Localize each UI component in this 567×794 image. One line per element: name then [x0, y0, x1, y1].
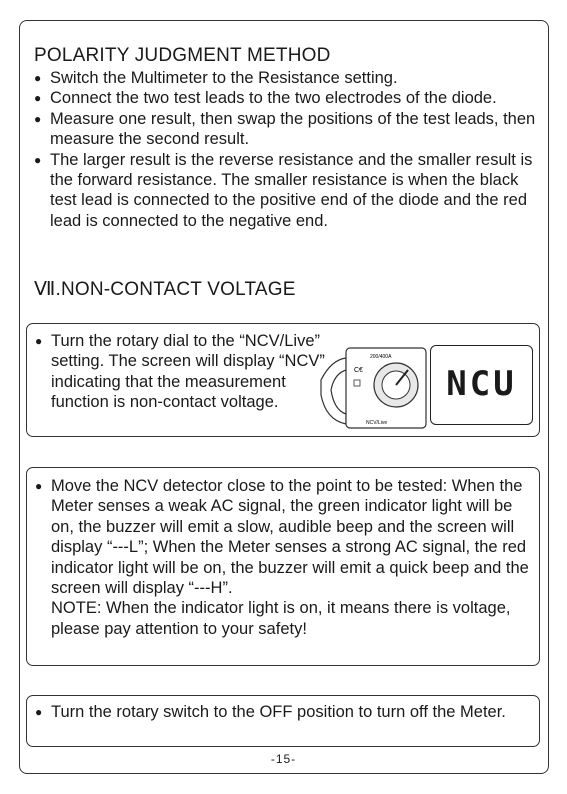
polarity-list — [34, 68, 544, 231]
ncv-box-detector-text — [35, 476, 530, 639]
lcd-display-text: NCU — [446, 364, 517, 404]
ncv-box-off — [26, 695, 540, 747]
lcd-display — [430, 345, 533, 425]
svg-text:C€: C€ — [354, 367, 363, 374]
ncv-box-off-text — [35, 702, 530, 722]
page-number: -15- — [270, 752, 297, 766]
polarity-heading: POLARITY JUDGMENT METHOD — [34, 45, 331, 66]
ncv-detector-item: ● Move the NCV detector close to the point to be tested: When the Meter senses a weak AC signal, the green indicator light will be on, the buzzer will emit a slow, audible beep and the screen will display “---L”; When the Meter senses a strong AC signal, the red indicator light will be on, the buzzer will emit a quick beep and the screen will display “---H”. — [35, 476, 530, 598]
ncv-box-dial-text — [35, 331, 335, 413]
ncv-label: NCV/Live — [366, 420, 388, 426]
range-label: 200/400A — [370, 354, 392, 360]
polarity-item-4: ● The larger result is the reverse resistance and the smaller result is the forward resistance. The smaller resistance is when the black test lead is connected to the positive end of the diode and the red lead is connected to the negative end. — [34, 150, 544, 232]
ncv-box-detector — [26, 467, 540, 666]
ncv-safety-note: NOTE: When the indicator light is on, it means there is voltage, please pay attention to your safety! — [51, 599, 511, 638]
polarity-item-3: ● Measure one result, then swap the positions of the test leads, then measure the second result. — [34, 109, 544, 150]
ncv-dial-item: ● Turn the rotary dial to the “NCV/Live” setting. The screen will display “NCV” indicating that the measurement function is non-contact voltage. — [35, 331, 335, 413]
ncv-off-item: ● Turn the rotary switch to the OFF position to turn off the Meter. — [35, 702, 530, 722]
polarity-item-1: ● Switch the Multimeter to the Resistance setting. — [34, 68, 544, 88]
ncv-heading: Ⅶ.NON-CONTACT VOLTAGE — [34, 279, 296, 300]
polarity-item-2: ● Connect the two test leads to the two electrodes of the diode. — [34, 88, 544, 108]
